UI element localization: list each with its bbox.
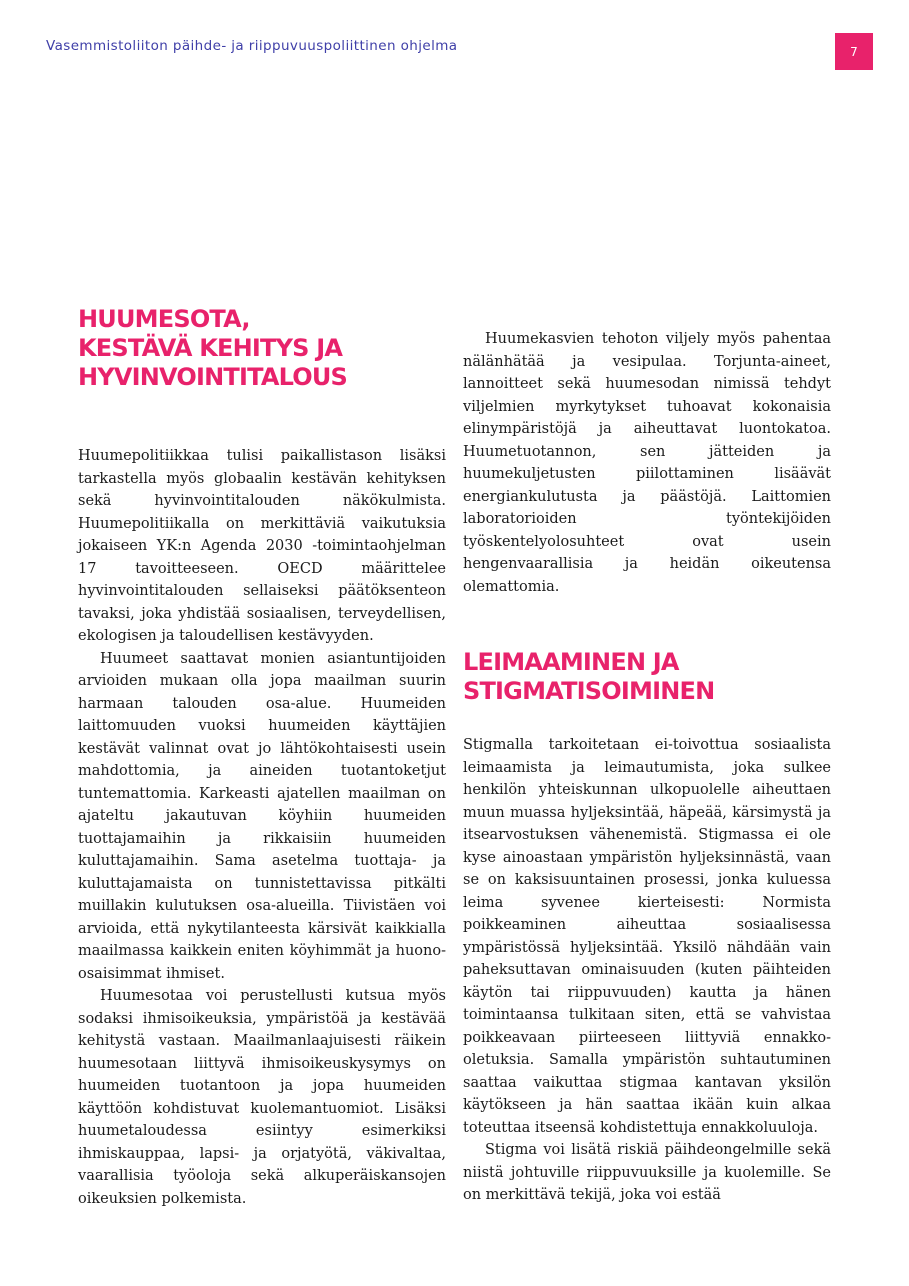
body-paragraph: Stigma voi lisätä riskiä päihdeongelmille sekä niistä johtuville riippuvuuksille ja kuolemille. Se on merkittävä tekijä, joka voi estää [463,1142,831,1203]
section-heading-huumesota [78,305,446,392]
body-paragraph: Huumesotaa voi perustellusti kutsua myös sodaksi ihmisoikeuksia, ympäristöä ja kestävää kehitystä vastaan. Maailmanlaajuisesti räikein huumesotaan liittyvä ihmisoikeuskysymys on huumeiden tuotantoon ja jopa huumeiden käyttöön kohdistuvat kuolemantuomiot. Lisäksi huumetaloudessa esiintyy esimerkiksi ihmiskauppaa, lapsi- ja orjatyötä, väkivaltaa, vaarallisia työoloja sekä alkuperäiskansojen oikeuksien polkemista. [78,988,446,1207]
heading-line: LEIMAAMINEN JA [463,648,679,676]
running-header: Vasemmistoliiton päihde- ja riippuvuuspoliittinen ohjelma [46,38,458,54]
heading-line: HYVINVOINTITALOUS [78,363,348,391]
left-column [78,305,446,1210]
body-paragraph: Huumekasvien tehoton viljely myös pahentaa nälänhätää ja vesipulaa. Torjunta-aineet, lannoitteet sekä huumesodan nimissä tehdyt viljelmien myrkytykset tuhoavat kokonaisia elinympäristöjä ja aiheuttavat luontokatoa. Huumetuotannon, sen jätteiden ja huumekuljetusten piilottaminen lisäävät energiankulutusta ja päästöjä. Laittomien laboratorioiden työntekijöiden työskentelyolosuhteet ovat usein hengenvaarallisia ja heidän oikeutensa olemattomia. [463,331,831,595]
body-paragraph: Huumeet saattavat monien asiantuntijoiden arvioiden mukaan olla jopa maailman suurin harmaan talouden osa-alue. Huumeiden laittomuuden vuoksi huumeiden käyttäjien kestävät valinnat ovat jo lähtökohtaisesti usein mahdottomia, ja aineiden tuotantoketjut tuntemattomia. Karkeasti ajatellen maailman on ajateltu jakautuvan köyhiin huumeiden tuottajamaihin ja rikkaisiin huumeiden kuluttajamaihin. Sama asetelma tuottaja- ja kuluttajamaista on tunnistettavissa pitkälti muillakin kulutuksen osa-alueilla. Tiivistäen voi arvioida, että nykytilanteesta kärsivät kaikkialla maailmassa kaikkein eniten köyhimmät ja huono-osaisimmat ihmiset. [78,650,446,982]
page-number: 7 [835,33,873,70]
body-paragraph: Huumepolitiikkaa tulisi paikallistason lisäksi tarkastella myös globaalin kestävän kehityksen sekä hyvinvointitalouden näkökulmista. Huumepolitiikalla on merkittäviä vaikutuksia jokaiseen YK:n Agenda 2030 -toimintaohjelman 17 tavoitteeseen. OECD määrittelee hyvinvointitalouden sellaiseksi päätöksenteon tavaksi, joka yhdistää sosiaalisen, terveydellisen, ekologisen ja taloudellisen kestävyyden. [78,448,446,644]
heading-line: HUUMESOTA, [78,305,250,333]
heading-line: STIGMATISOIMINEN [463,677,715,705]
heading-line: KESTÄVÄ KEHITYS JA [78,334,343,362]
section-heading-leimaaminen [463,648,831,706]
right-column [463,328,831,1207]
body-paragraph: Stigmalla tarkoitetaan ei-toivottua sosiaalista leimaamista ja leimautumista, joka sulkee henkilön yhteiskunnan ulkopuolelle aiheuttaen muun muassa hyljeksintää, häpeää, kärsimystä ja itsearvostuksen vähenemistä. Stigmassa ei ole kyse ainoastaan ympäristön hyljeksinnästä, vaan se on kaksisuuntainen prosessi, jonka kuluessa leima syvenee kierteisesti: Normista poikkeaminen aiheuttaa sosiaalisessa ympäristössä hyljeksintää. Yksilö nähdään vain paheksuttavan ominaisuuden (kuten päihteiden käytön tai riippuvuuden) kautta ja hänen toimintaansa tulkitaan siten, että se vahvistaa poikkeavaan piirteeseen liittyviä ennakko-oletuksia. Samalla ympäristön suhtautuminen saattaa vaikuttaa stigmaa kantavan yksilön käytökseen ja hän saattaa ikään kuin alkaa toteuttaa itseensä kohdistettuja ennakkoluuloja. [463,737,831,1136]
